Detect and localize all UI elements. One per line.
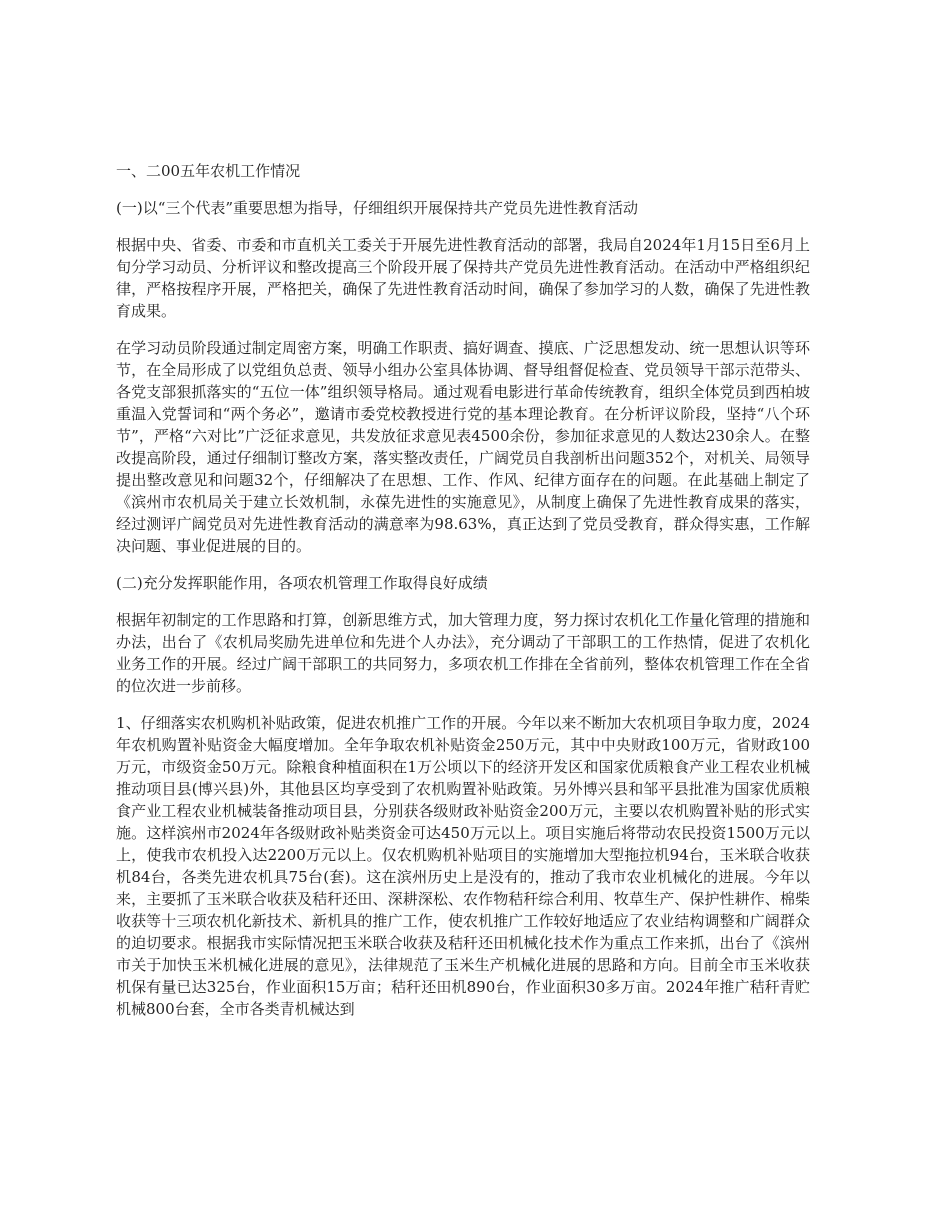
paragraph-1: 根据中央、省委、市委和市直机关工委关于开展先进性教育活动的部署，我局自2024年1月15日至6月上旬分学习动员、分析评议和整改提高三个阶段开展了保持共产党员先进性教育活动。在活动中严格组织纪律，严格按程序开展，严格把关，确保了先进性教育活动时间，确保了参加学习的人数，确保了先进性教育成果。 <box>116 236 810 320</box>
document-page <box>116 160 810 1035</box>
section-heading-2: (一)以“三个代表”重要思想为指导，仔细组织开展保持共产党员先进性教育活动 <box>116 199 639 217</box>
paragraph-2: 在学习动员阶段通过制定周密方案，明确工作职责、搞好调查、摸底、广泛思想发动、统一思想认识等环节，在全局形成了以党组负总责、领导小组办公室具体协调、督导组督促检查、党员领导干部示范带头、各党支部狠抓落实的“五位一体”组织领导格局。通过观看电影进行革命传统教育，组织全体党员到西柏坡重温入党誓词和“两个务必”，邀请市委党校教授进行党的基本理论教育。在分析评议阶段，坚持“八个环节”，严格“六对比”广泛征求意见，共发放征求意见表4500余份，参加征求意见的人数达230余人。在整改提高阶段，通过仔细制订整改方案，落实整改责任，广阔党员自我剖析出问题352个，对机关、局领导提出整改意见和问题32个，仔细解决了在思想、工作、作风、纪律方面存在的问题。在此基础上制定了《滨州市农机局关于建立长效机制，永葆先进性的实施意见》，从制度上确保了先进性教育成果的落实，经过测评广阔党员对先进性教育活动的满意率为98.63%，真正达到了党员受教育，群众得实惠，工作解决问题、事业促进展的目的。 <box>116 339 810 555</box>
paragraph-3: 根据年初制定的工作思路和打算，创新思维方式，加大管理力度，努力探讨农机化工作量化管理的措施和办法，出台了《农机局奖励先进单位和先进个人办法》，充分调动了干部职工的工作热情，促进了农机化业务工作的开展。经过广阔干部职工的共同努力，多项农机工作排在全省前列，整体农机管理工作在全省的位次进一步前移。 <box>116 611 810 695</box>
paragraph-4: 1、仔细落实农机购机补贴政策，促进农机推广工作的开展。今年以来不断加大农机项目争取力度，2024年农机购置补贴资金大幅度增加。全年争取农机补贴资金250万元，其中中央财政100万元，省财政100万元，市级资金50万元。除粮食种植面积在1万公顷以下的经济开发区和国家优质粮食产业工程农业机械推动项目县(博兴县)外，其他县区均享受到了农机购置补贴政策。另外博兴县和邹平县批准为国家优质粮食产业工程农业机械装备推动项目县，分别获各级财政补贴资金200万元，主要以农机购置补贴的形式实施。这样滨州市2024年各级财政补贴类资金可达450万元以上。项目实施后将带动农民投资1500万元以上，使我市农机投入达2200万元以上。仅农机购机补贴项目的实施增加大型拖拉机94台，玉米联合收获机84台，各类先进农机具75台(套)。这在滨州历史上是没有的，推动了我市农业机械化的进展。今年以来，主要抓了玉米联合收获及秸秆还田、深耕深松、农作物秸秆综合利用、牧草生产、保护性耕作、棉柴收获等十三项农机化新技术、新机具的推广工作，使农机推广工作较好地适应了农业结构调整和广阔群众的迫切要求。根据我市实际情况把玉米联合收获及秸秆还田机械化技术作为重点工作来抓，出台了《滨州市关于加快玉米机械化进展的意见》，法律规范了玉米生产机械化进展的思路和方向。目前全市玉米收获机保有量已达325台，作业面积15万亩；秸秆还田机890台，作业面积30多万亩。2024年推广秸秆青贮机械800台套，全市各类青机械达到 <box>116 714 810 1018</box>
section-heading-1: 一、二00五年农机工作情况 <box>116 162 301 180</box>
section-heading-3: (二)充分发挥职能作用，各项农机管理工作取得良好成绩 <box>116 574 488 592</box>
